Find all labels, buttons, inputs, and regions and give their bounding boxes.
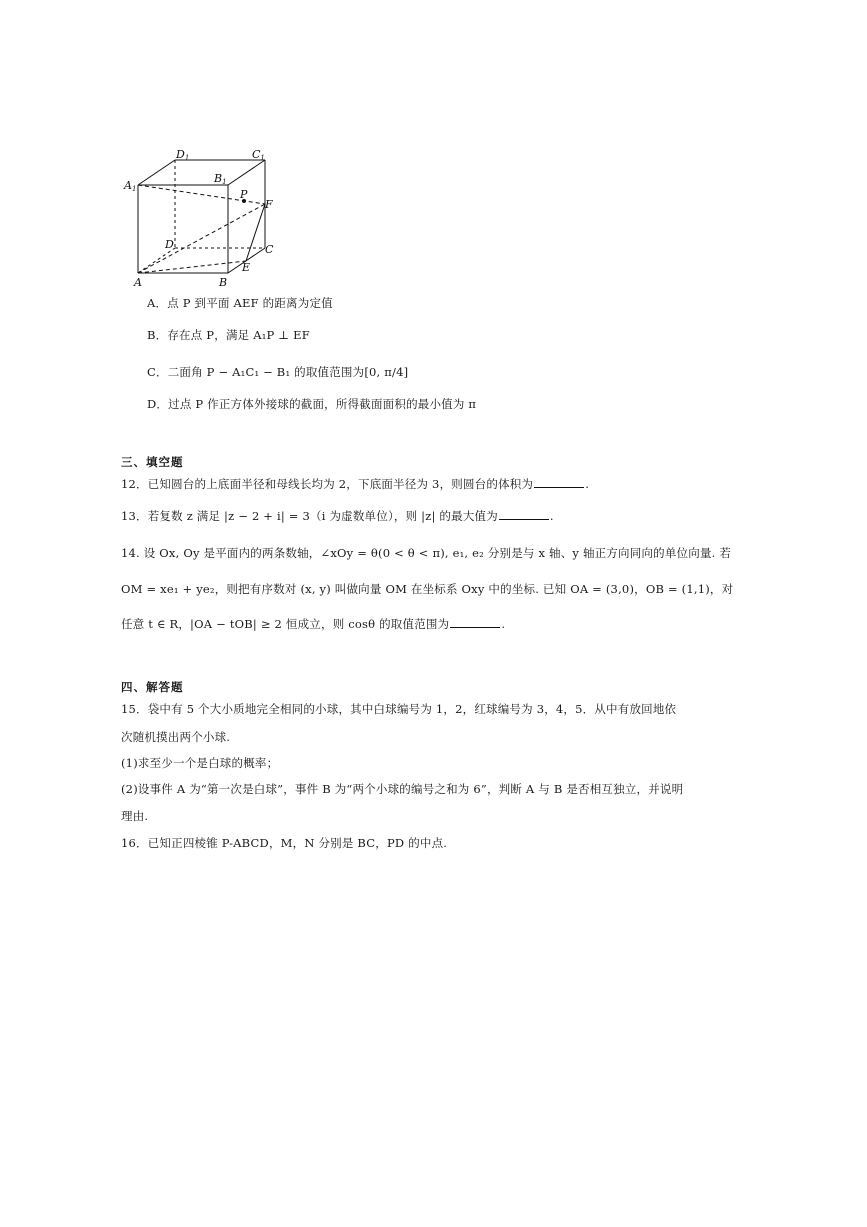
fill-heading: 三、填空题: [121, 455, 184, 469]
question-14-line2: OM = xe₁ + ye₂，则把有序数对 (x, y) 叫做向量 OM 在坐标系 Oxy 中的坐标. 已知 OA = (3,0)，OB = (1,1)，对: [121, 582, 734, 596]
label-A1: A1: [124, 179, 137, 193]
label-D1: D1: [176, 148, 190, 162]
label-E: E: [242, 261, 251, 274]
label-F: F: [265, 198, 273, 211]
cube-figure: [120, 140, 290, 290]
period-13: .: [549, 509, 554, 523]
label-B: B: [219, 276, 228, 289]
answer-blank-12: [534, 486, 584, 488]
question-15-part2-line1: (2)设事件 A 为“第一次是白球”，事件 B 为“两个小球的编号之和为 6”，判断 A 与 B 是否相互独立，并说明: [121, 782, 684, 796]
question-12: [121, 476, 589, 492]
label-D: D: [165, 238, 174, 251]
question-14-text: 任意 t ∈ R，|OA − tOB| ≥ 2 恒成立，则 cosθ 的取值范围为: [121, 617, 450, 631]
label-A: A: [134, 276, 142, 289]
option-c: [147, 364, 408, 380]
answer-blank-13: [499, 518, 549, 520]
question-15-line2: 次随机摸出两个小球.: [121, 730, 231, 744]
question-16: 16．已知正四棱锥 P-ABCD，M，N 分别是 BC，PD 的中点.: [121, 836, 448, 850]
option-c-range: [0, π/4]: [364, 365, 409, 379]
option-b: B．存在点 P，满足 A₁P ⊥ EF: [147, 328, 310, 342]
option-a: A．点 P 到平面 AEF 的距离为定值: [147, 296, 333, 310]
label-C: C: [265, 243, 274, 256]
question-12-text: 12．已知圆台的上底面半径和母线长均为 2，下底面半径为 3，则圆台的体积为: [121, 477, 534, 491]
answer-heading: 四、解答题: [121, 680, 184, 694]
question-13: [121, 508, 554, 524]
question-15-line1: 15．袋中有 5 个大小质地完全相同的小球，其中白球编号为 1，2，红球编号为 3，4，5．从中有放回地依: [121, 702, 677, 716]
question-14-line3: [121, 616, 505, 632]
answer-blank-14: [450, 626, 500, 628]
question-14-line1: 14. 设 Ox, Oy 是平面内的两条数轴，∠xOy = θ(0 < θ < π), e₁, e₂ 分别是与 x 轴、y 轴正方向同向的单位向量. 若: [121, 546, 732, 560]
question-15-part2-line2: 理由.: [121, 809, 149, 823]
period-14: .: [501, 617, 506, 631]
cube-diagram: [120, 140, 290, 290]
label-B1: B1: [214, 172, 227, 186]
question-13-text: 13．若复数 z 满足 |z − 2 + i| = 3（i 为虚数单位），则 |z| 的最大值为: [121, 509, 498, 523]
question-15-part1: (1)求至少一个是白球的概率；: [121, 756, 279, 770]
option-d: D．过点 P 作正方体外接球的截面，所得截面面积的最小值为 π: [147, 397, 477, 411]
label-P: P: [240, 188, 248, 201]
period-12: .: [585, 477, 590, 491]
option-c-prefix: C．二面角 P − A₁C₁ − B₁ 的取值范围为: [147, 365, 365, 379]
label-C1: C1: [252, 148, 265, 162]
